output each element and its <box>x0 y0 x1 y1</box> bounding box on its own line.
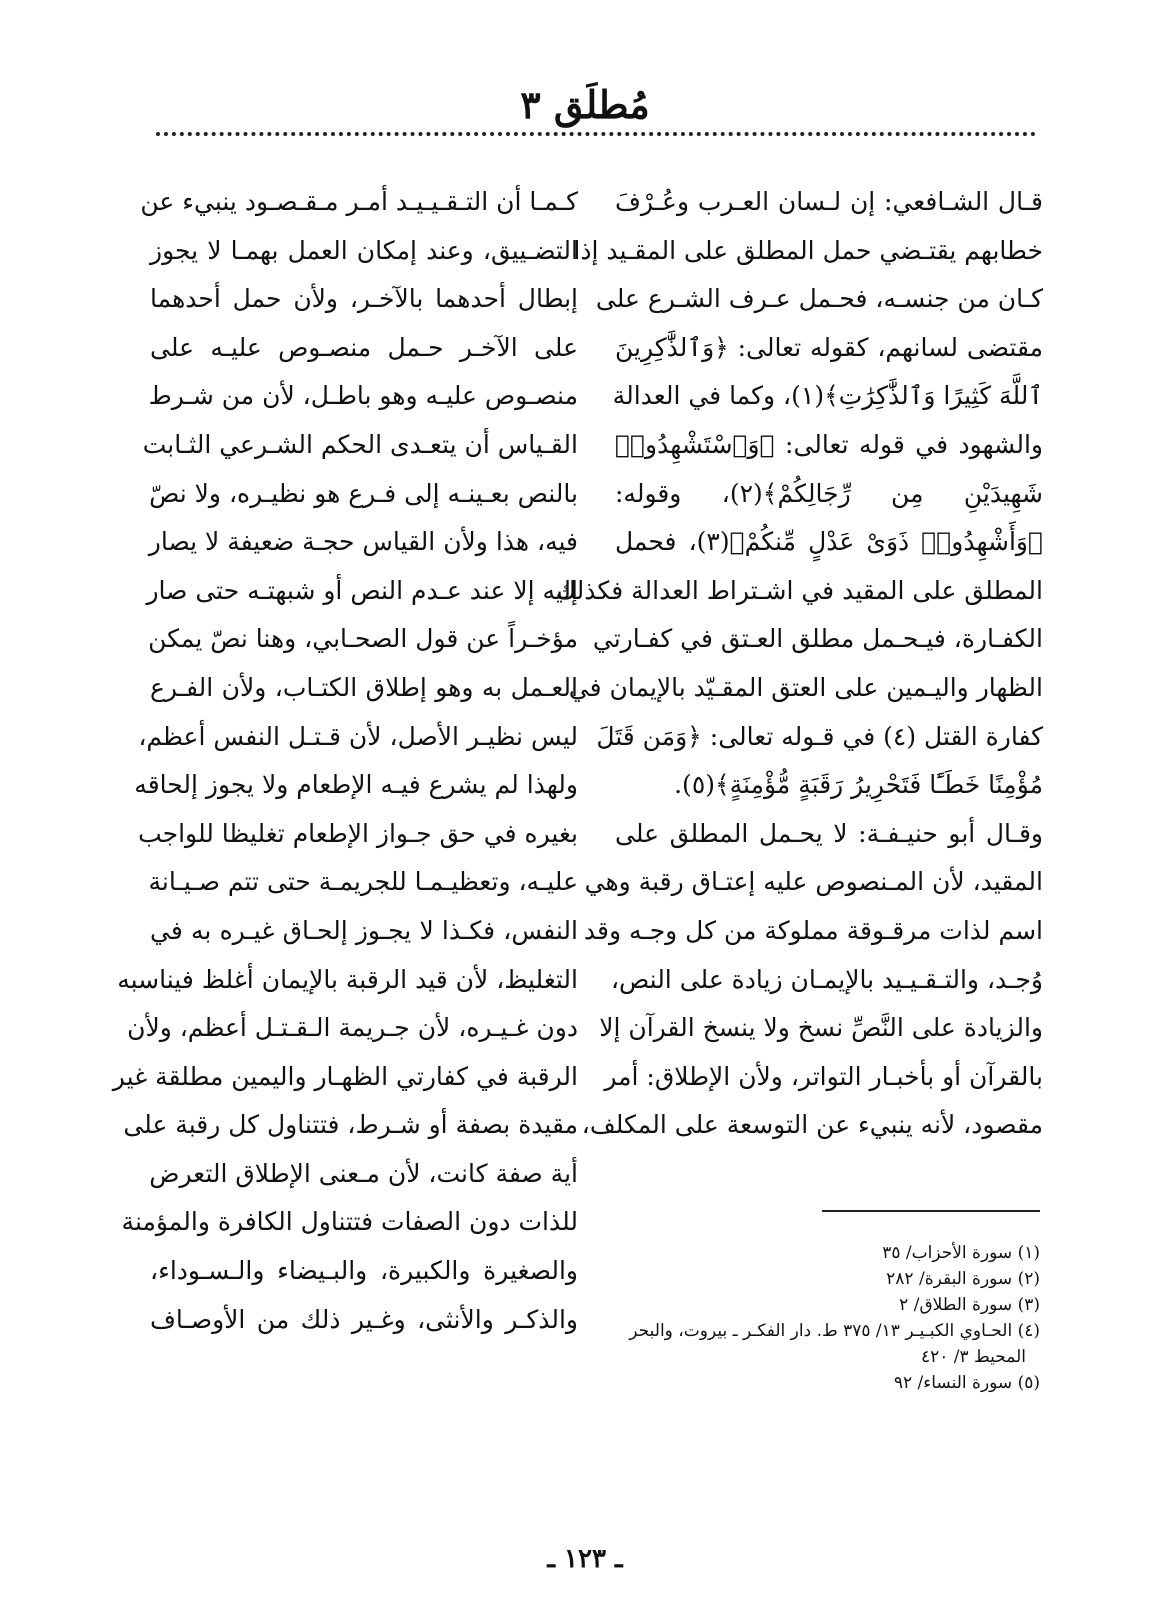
page-title: مُطلَق ٣ <box>520 82 650 127</box>
text-line: العـمل به وهو إطلاق الكتـاب، ولأن الفـرع <box>150 672 578 702</box>
text-line: بغيره في حق جـواز الإطعام تغليظا للواجب <box>138 818 578 848</box>
text-line: كـان من جنسـه، فحـمل عـرف الشـرع على <box>595 284 1043 314</box>
text-line: الرقبة في كفارتي الظهـار واليمين مطلقة غير <box>112 1061 578 1091</box>
text-line: مؤخـراً عن قول الصحـابي، وهنا نصّ يمكن <box>148 624 578 654</box>
header-dotted-divider <box>156 132 1036 136</box>
text-line: والزيادة على النَّصِّ نسخ ولا ينسخ القرآن إلا <box>599 1013 1043 1043</box>
text-line: كفارة القتل (٤) في قـوله تعالى: ﴿وَمَن قَتَلَ <box>596 721 1043 751</box>
text-line: مقيدة بصفة أو شـرط، فتتناول كل رقبة على <box>123 1110 578 1140</box>
text-line: كـمـا أن التـقـيـيـد أمـر مـقـصـود ينبيء عن <box>140 187 578 216</box>
text-line: ولهذا لم يشرع فيـه الإطعام ولا يجوز إلحاقه <box>134 770 578 800</box>
footnote-item: (٥) سورة النساء/ ٩٢ <box>893 1373 1040 1393</box>
text-line: النفس، فكـذا لا يجـوز إلحـاق غيـره به في <box>150 915 578 945</box>
footnote-continuation: المحيط ٣/ ٤٢٠ <box>920 1347 1026 1367</box>
text-line: المطلق على المقيد في اشـتراط العدالة فكذلك <box>555 575 1043 605</box>
text-line: المقيد، لأن المـنصوص عليه إعتـاق رقبة وهي <box>584 867 1043 897</box>
text-line: قـال الشـافعي: إن لـسان العـرب وعُـرْفَ <box>615 187 1043 216</box>
footnote-item: (٢) سورة البقرة/ ٢٨٢ <box>886 1269 1040 1289</box>
text-line: إبطال أحدهما بالآخـر، ولأن حمل أحدهما <box>150 284 578 314</box>
text-line: الظهار واليـمين على العتق المقـيّد بالإيمان في <box>568 672 1043 702</box>
text-line: عليـه، وتعظيـمـا للجريمـة حتى تتم صـيـانة <box>148 867 578 897</box>
text-line: التضـييق، وعند إمكان العمل بهمـا لا يجوز <box>150 235 578 265</box>
text-line: والشهود في قوله تعالى: ﴿وَٱسْتَشْهِدُوا۟ <box>615 429 1043 459</box>
text-line: ليس نظيـر الأصل، لأن قـتـل النفس أعظم، <box>138 721 578 751</box>
text-line: أية صفة كانت، لأن مـعنى الإطلاق التعرض <box>149 1158 578 1188</box>
text-line: شَهِيدَيْنِ مِن رِّجَالِكُمْ﴾(٢)، وقوله: <box>615 478 1043 508</box>
text-line: خطابهم يقتـضي حمل المطلق على المقـيد إذا <box>573 235 1043 265</box>
footnote-item: (١) سورة الأحزاب/ ٣٥ <box>882 1243 1040 1263</box>
text-line: مقتضى لسانهم، كقوله تعالى: ﴿وَٱلذَّٰكِرِينَ <box>615 332 1043 362</box>
left-column <box>112 178 578 1344</box>
text-line: على الآخـر حـمل منصـوص عليـه على <box>150 332 578 362</box>
text-line: فيه، هذا ولأن القياس حجـة ضعيفة لا يصار <box>148 527 578 557</box>
footnote-item: (٣) سورة الطلاق/ ٢ <box>899 1295 1040 1315</box>
text-line: القـياس أن يتعـدى الحكم الشـرعي الثـابت <box>142 429 578 459</box>
text-line: بالقرآن أو بأخبـار التواتر، ولأن الإطلاق: أمر <box>604 1061 1043 1091</box>
text-line: الكفـارة، فيـحـمل مطلق العـتق في كفـارتي <box>592 624 1043 654</box>
footnote-divider <box>822 1210 1040 1212</box>
text-line: ﴿وَأَشْهِدُوا۟ ذَوَىْ عَدْلٍ مِّنكُمْ﴾(٣)، فحمل <box>615 527 1043 557</box>
text-line: إليه إلا عند عـدم النص أو شبهتـه حتى صار <box>146 575 578 605</box>
text-line: للذات دون الصفات فتتناول الكافرة والمؤمنة <box>121 1207 578 1237</box>
text-line: منصـوص عليـه وهو باطـل، لأن من شـرط <box>148 381 578 411</box>
text-line: التغليظ، لأن قيد الرقبة بالإيمان أغلظ فيناسبه <box>117 964 578 994</box>
text-line: ٱللَّهَ كَثِيرًا وَٱلذَّٰكِرَٰتِ﴾(١)، وكما في العدالة <box>612 381 1043 411</box>
text-line: وقـال أبو حنيـفـة: لا يحـمل المطلق على <box>615 818 1043 848</box>
text-line: بالنص بعـينـه إلى فـرع هو نظيـره، ولا نصّ <box>149 478 578 508</box>
text-line: مُؤْمِنًا خَطَـًٔا فَتَحْرِيرُ رَقَبَةٍ مُّؤْمِنَةٍ﴾(٥). <box>674 770 1043 800</box>
text-line: دون غـيـره، لأن جـريمة الـقـتـل أعظم، ولأن <box>127 1013 578 1043</box>
text-line: والذكـر والأنثى، وغـير ذلك من الأوصـاف <box>150 1304 578 1334</box>
text-line: وُجـد، والتـقـيـيد بالإيمـان زيادة على النص، <box>610 964 1043 994</box>
page-number: ـ ١٢٣ ـ <box>547 1544 623 1574</box>
footnotes <box>620 1240 1040 1396</box>
right-column <box>555 178 1043 1150</box>
text-line: مقصود، لأنه ينبيء عن التوسعة على المكلف، <box>581 1110 1043 1140</box>
text-line: والصغيرة والكبيرة، والبـيضاء والـسـوداء، <box>150 1256 578 1286</box>
footnote-item: (٤) الحـاوي الكبـيـر ١٣/ ٣٧٥ ط. دار الفكـر ـ بيروت، والبحر <box>629 1321 1040 1341</box>
text-line: اسم لذات مرقـوقة مملوكة من كل وجـه وقد <box>583 915 1043 945</box>
